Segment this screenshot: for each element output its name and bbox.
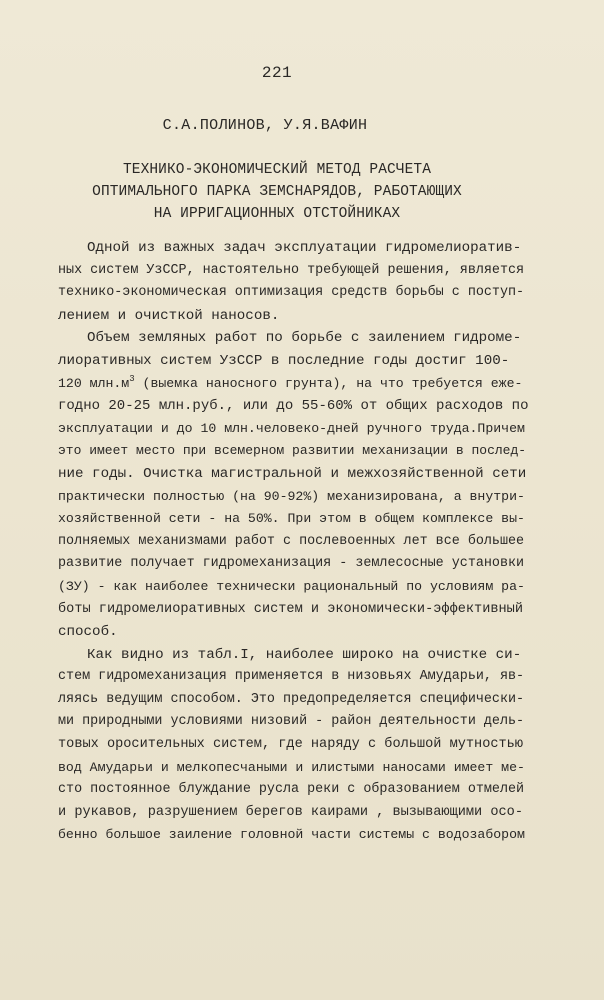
page-number: 221 — [261, 64, 293, 82]
text-line: ных систем УзССР, настоятельно требующей решения, является — [58, 262, 525, 278]
text-line: боты гидромелиоративных систем и экономически-эффективный — [58, 601, 523, 617]
text-line: Объем земляных работ по борьбе с заилением гидроме- — [87, 330, 522, 347]
text-line: и рукавов, разрушением берегов каирами , вызывающими осо- — [58, 804, 523, 820]
title-line-3: НА ИРРИГАЦИОННЫХ ОТСТОЙНИКАХ — [153, 206, 401, 222]
title-line-2: ОПТИМАЛЬНОГО ПАРКА ЗЕМСНАРЯДОВ, РАБОТАЮЩИХ — [92, 184, 462, 200]
text-line: технико-экономическая оптимизация средств борьбы с поступ- — [58, 285, 525, 301]
text-fragment: (выемка наносного грунта), на что требуется еже- — [134, 375, 523, 391]
text-line: это имеет место при всемерном развитии механизации в послед- — [58, 443, 527, 459]
text-line — [58, 373, 528, 396]
title-line-1: ТЕХНИКО-ЭКОНОМИЧЕСКИЙ МЕТОД РАСЧЕТА — [122, 162, 432, 178]
authors: С.А.ПОЛИНОВ, У.Я.ВАФИН — [162, 117, 368, 134]
text-line: ляясь ведущим способом. Это предопределяется специфически- — [58, 691, 525, 707]
text-line: (ЗУ) - как наиболее технически рациональный по условиям ра- — [58, 578, 525, 594]
body-text — [58, 237, 528, 847]
text-line: Одной из важных задач эксплуатации гидромелиоратив- — [87, 240, 522, 256]
text-line: лиоративных систем УзССР в последние годы достиг 100- — [58, 352, 510, 369]
text-line: ми природными условиями низовий - район деятельности дель- — [58, 714, 525, 730]
text-line: товых оросительных систем, где наряду с большой мутностью — [58, 737, 523, 753]
text-line: лением и очисткой наносов. — [58, 307, 280, 324]
article-title — [0, 159, 554, 225]
text-line: Как видно из табл.I, наиболее широко на очистке си- — [87, 646, 522, 663]
superscript: 3 — [129, 373, 135, 384]
text-line: эксплуатации и до 10 млн.человеко-дней ручного труда.Причем — [58, 420, 525, 436]
text-line: годно 20-25 млн.руб., или до 55-60% от общих расходов по — [58, 398, 529, 415]
text-line: стем гидромеханизация применяется в низовьях Амударьи, яв- — [58, 669, 525, 685]
text-line: бенно большое заиление головной части системы с водозабором — [58, 827, 525, 843]
text-line: развитие получает гидромеханизация - землесосные установки — [58, 556, 525, 572]
text-line: сто постоянное блуждание русла реки с образованием отмелей — [58, 782, 525, 798]
text-line: вод Амударьи и мелкопесчаными и илистыми наносами имеет ме- — [58, 759, 525, 775]
text-fragment: 120 млн.м — [58, 375, 130, 391]
text-line: полняемых механизмами работ с послевоенных лет все большее — [58, 533, 525, 549]
text-line: ние годы. Очистка магистральной и межхозяйственной сети — [58, 465, 527, 482]
text-line: способ. — [58, 624, 118, 641]
text-line: практически полностью (на 90-92%) механизирована, а внутри- — [58, 488, 525, 504]
text-line: хозяйственной сети - на 50%. При этом в общем комплексе вы- — [58, 511, 525, 527]
